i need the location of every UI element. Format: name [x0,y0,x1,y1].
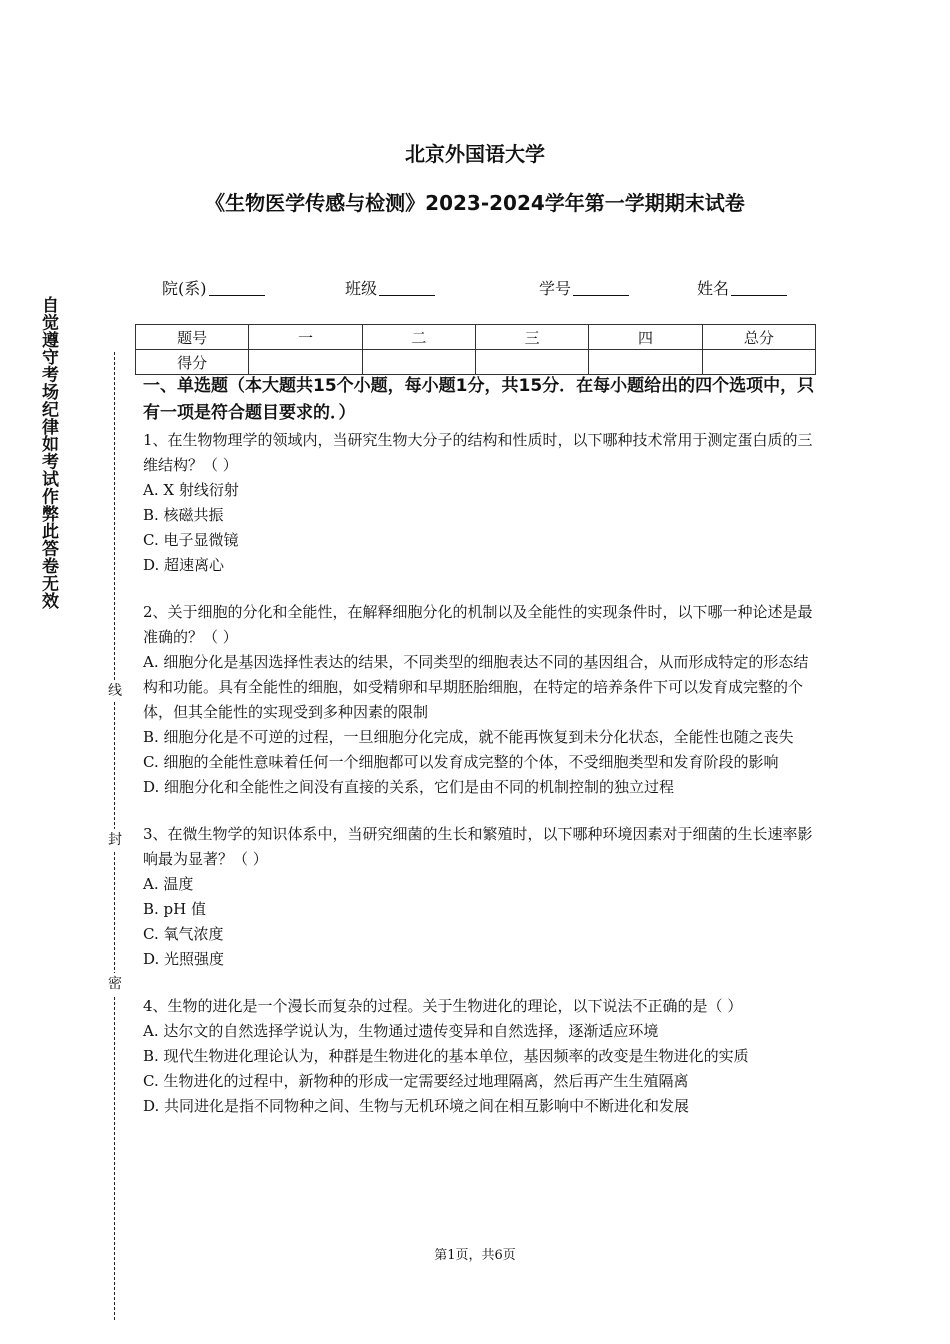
question-option: A. 温度 [143,875,194,893]
score-blank-cell [249,350,362,375]
score-row-label: 得分 [136,350,249,375]
section-title: 一、单选题（本大题共15个小题，每小题1分，共15分．在每小题给出的四个选项中，只有一项是符合题目要求的．） [143,376,815,423]
question-option: B. pH 值 [143,900,207,918]
score-table-score-row [136,350,816,375]
name-field [697,276,787,299]
question-option: B. 现代生物进化理论认为，种群是生物进化的基本单位，基因频率的改变是生物进化的实质 [143,1047,749,1065]
question-stem: 3、在微生物学的知识体系中，当研究细菌的生长和繁殖时，以下哪种环境因素对于细菌的生长速率影响最为显著？（ ） [143,825,813,868]
score-table-header-row [136,325,816,350]
question-option: C. 氧气浓度 [143,925,224,943]
score-table-cell: 一 [249,325,362,350]
question-block [143,822,815,972]
question-option: B. 细胞分化是不可逆的过程，一旦细胞分化完成，就不能再恢复到未分化状态，全能性也随之丧失 [143,728,794,746]
question-option: D. 光照强度 [143,950,225,968]
school-name: 北京外国语大学 [405,142,545,166]
question-block [143,600,815,800]
question-stem: 1、在生物物理学的领域内，当研究生物大分子的结构和性质时，以下哪种技术常用于测定蛋白质的三维结构？（ ） [143,431,813,474]
dept-label: 院(系) [162,279,207,298]
question-option: D. 超速离心 [143,556,225,574]
name-blank [731,279,787,296]
question-option: A. 细胞分化是基因选择性表达的结果，不同类型的细胞表达不同的基因组合，从而形成特定的形态结构和功能。具有全能性的细胞，如受精卵和早期胚胎细胞，在特定的培养条件下可以发育成完整的个体，但其全能性的实现受到多种因素的限制 [143,653,809,721]
question-block [143,994,815,1119]
question-option: C. 细胞的全能性意味着任何一个细胞都可以发育成完整的个体，不受细胞类型和发育阶段的影响 [143,753,779,771]
question-option: B. 核磁共振 [143,506,224,524]
score-blank-cell [589,350,702,375]
question-option: A. 达尔文的自然选择学说认为，生物通过遗传变异和自然选择，逐渐适应环境 [143,1022,659,1040]
exam-title: 《生物医学传感与检测》2023-2024学年第一学期期末试卷 [205,191,745,215]
score-table-cell: 四 [589,325,702,350]
dept-blank [209,279,265,296]
score-table-cell: 总分 [702,325,815,350]
cut-char-xian: 线 [104,680,126,702]
name-label: 姓名 [697,279,730,298]
question-stem: 4、生物的进化是一个漫长而复杂的过程。关于生物进化的理论，以下说法不正确的是（ ） [143,997,743,1015]
question-option: C. 电子显微镜 [143,531,239,549]
question-stem: 2、关于细胞的分化和全能性，在解释细胞分化的机制以及全能性的实现条件时，以下哪一种论述是最准确的？（ ） [143,603,813,646]
class-blank [379,279,435,296]
class-field [345,276,435,299]
score-table-cell: 三 [475,325,588,350]
question-option: C. 生物进化的过程中，新物种的形成一定需要经过地理隔离，然后再产生生殖隔离 [143,1072,689,1090]
question-option: D. 共同进化是指不同物种之间、生物与无机环境之间在相互影响中不断进化和发展 [143,1097,690,1115]
question-option: D. 细胞分化和全能性之间没有直接的关系，它们是由不同的机制控制的独立过程 [143,778,675,796]
student-id-field [539,276,629,299]
student-id-label: 学号 [539,279,572,298]
score-blank-cell [702,350,815,375]
question-content [143,373,815,1119]
dept-field [162,276,265,299]
student-info-row [0,276,950,300]
question-block [143,428,815,578]
score-table-cell: 题号 [136,325,249,350]
score-blank-cell [362,350,475,375]
side-notice: 自觉遵守考场纪律如考试作弊此答卷无效 [38,296,58,610]
cut-char-mi: 密 [104,973,126,995]
cut-char-feng: 封 [104,829,126,851]
score-table [135,324,816,375]
score-blank-cell [475,350,588,375]
class-label: 班级 [345,279,378,298]
student-id-blank [573,279,629,296]
score-table-cell: 二 [362,325,475,350]
page-footer: 第1页，共6页 [434,1248,516,1263]
question-option: A. X 射线衍射 [143,481,239,499]
